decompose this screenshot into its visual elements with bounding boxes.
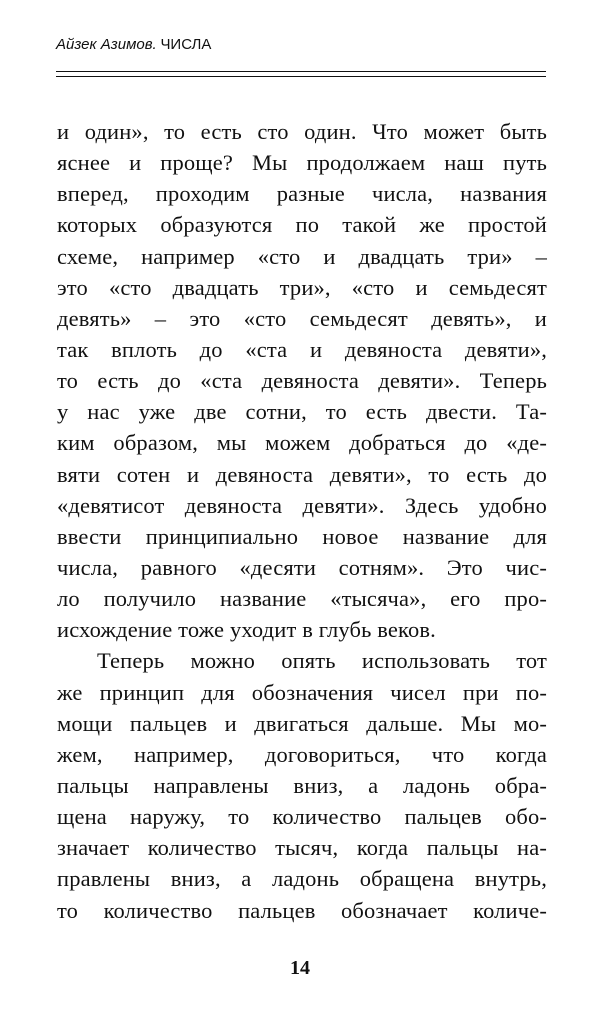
text-line: это «сто двадцать три», «сто и семьдесят <box>57 274 547 300</box>
text-line: значает количество тысяч, когда пальцы на- <box>57 835 547 861</box>
text-line: яснее и проще? Мы продолжаем наш путь <box>57 150 547 176</box>
body-text <box>57 116 547 926</box>
running-head-title: ЧИСЛА <box>160 36 212 53</box>
text-line: пальцы направлены вниз, а ладонь обра- <box>57 772 547 798</box>
text-line: ким образом, мы можем добраться до «де- <box>57 430 547 456</box>
text-line: ввести принципиально новое название для <box>57 523 547 549</box>
text-line: правлены вниз, а ладонь обращена внутрь, <box>57 866 547 892</box>
text-line: «девятисот девяноста девяти». Здесь удобно <box>57 492 547 518</box>
text-line: жем, например, договориться, что когда <box>57 741 547 767</box>
text-line: мощи пальцев и двигаться дальше. Мы мо- <box>57 710 547 736</box>
text-line: девять» – это «сто семьдесят девять», и <box>57 305 547 331</box>
text-line: ло получило название «тысяча», его про- <box>57 586 547 612</box>
page-number: 14 <box>290 957 310 979</box>
text-line: Теперь можно опять использовать тот <box>97 648 547 674</box>
header-rule-top <box>56 71 546 72</box>
text-line: щена наружу, то количество пальцев обо- <box>57 804 547 830</box>
text-line: числа, равного «десяти сотням». Это чис- <box>57 554 547 580</box>
header-rule-bottom <box>56 76 546 77</box>
text-line: схеме, например «сто и двадцать три» – <box>57 243 547 269</box>
paragraph-1 <box>57 116 547 645</box>
text-line: то количество пальцев обозначает количе- <box>57 897 547 923</box>
text-line: вперед, проходим разные числа, названия <box>57 181 547 207</box>
text-line: так вплоть до «ста и девяноста девяти», <box>57 336 547 362</box>
text-line: то есть до «ста девяноста девяти». Теперь <box>57 368 547 394</box>
running-head-author: Айзек Азимов. <box>56 36 157 53</box>
paragraph-2 <box>57 645 547 925</box>
text-line: у нас уже две сотни, то есть двести. Та- <box>57 399 547 425</box>
text-line: вяти сотен и девяноста девяти», то есть до <box>57 461 547 487</box>
running-head <box>56 36 211 54</box>
text-line: исхождение тоже уходит в глубь веков. <box>57 617 436 643</box>
text-line: и один», то есть сто один. Что может быть <box>57 119 547 144</box>
text-line: же принцип для обозначения чисел при по- <box>57 679 547 705</box>
text-line: которых образуются по такой же простой <box>57 212 547 238</box>
